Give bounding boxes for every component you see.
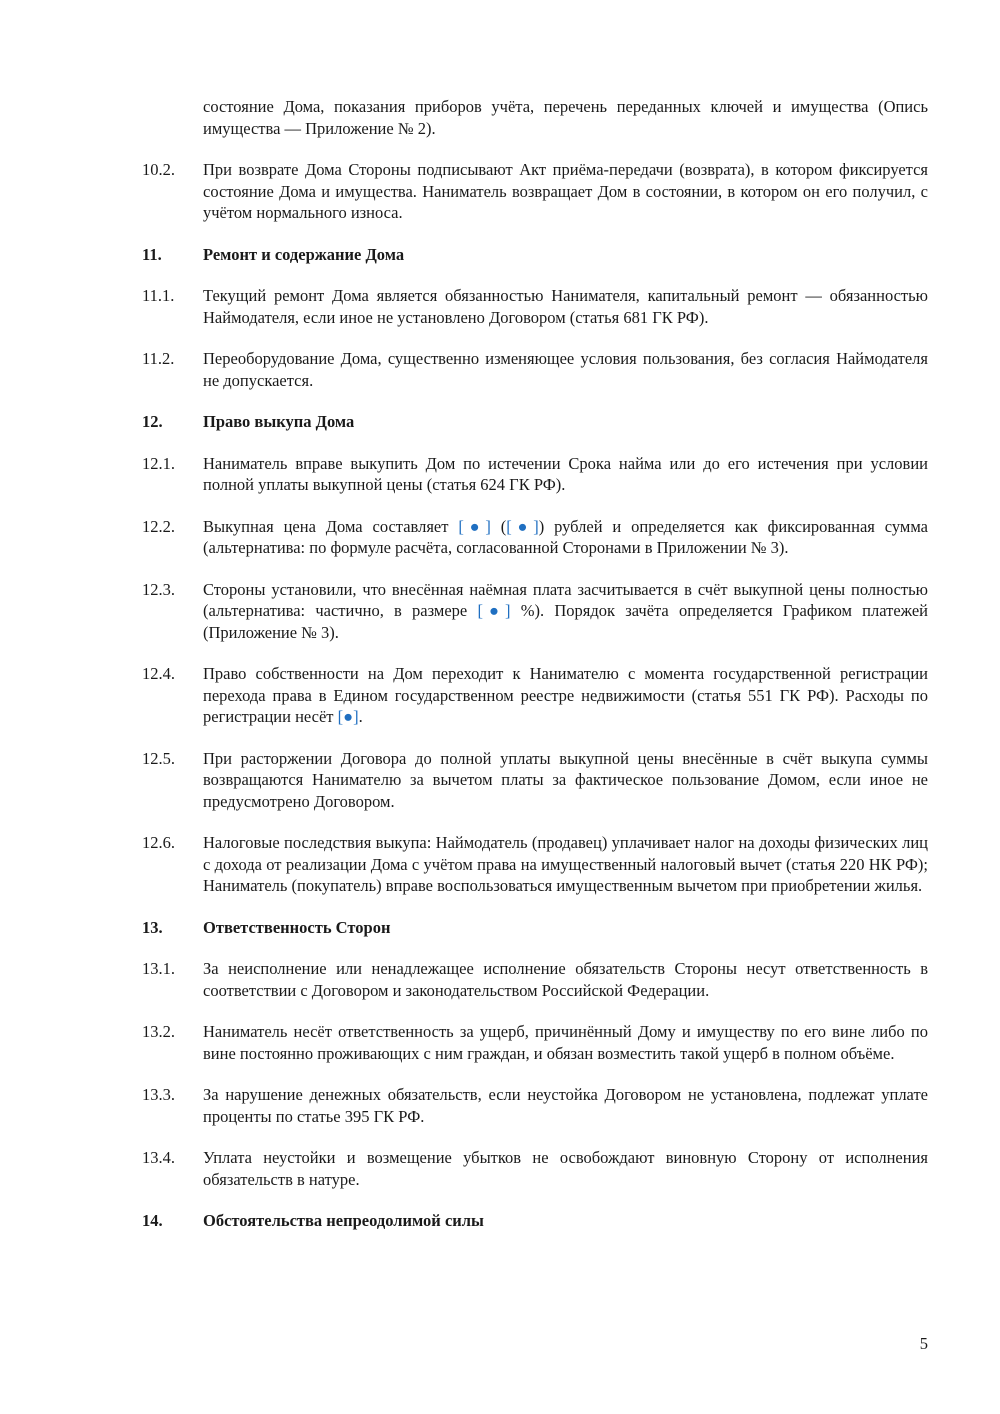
clause-text: При возврате Дома Стороны подписывают Акт приёма-передачи (возврата), в котором фиксируется состояние Дома и имущества. Наниматель возвращает Дом в состоянии, в котором он его получил, с учётом нормального износа. xyxy=(203,160,928,222)
clause-12-3 xyxy=(142,579,928,644)
document-body xyxy=(142,96,928,1252)
clause-text: состояние Дома, показания приборов учёта, перечень переданных ключей и имущества (Опись имущества — Приложение № 2). xyxy=(203,97,928,138)
clause-text-part: ( xyxy=(490,516,507,536)
section-number: 11. xyxy=(142,244,162,264)
clause-text xyxy=(203,663,928,728)
clause-text: За неисполнение или ненадлежащее исполнение обязательств Стороны несут ответственность в соответствии с Договором и законодательством Российской Федерации. xyxy=(203,959,928,1000)
clause-text: Налоговые последствия выкупа: Наймодатель (продавец) уплачивает налог на доходы физических лиц с дохода от реализации Дома с учётом права на имущественный налоговый вычет (статья 220 НК РФ); Наниматель (покупатель) вправе воспользоваться имущественным вычетом при приобретении жилья. xyxy=(203,833,928,895)
clause-number: 12.1. xyxy=(142,453,175,473)
clause-number: 12.2. xyxy=(142,516,175,536)
clause-12-6 xyxy=(142,832,928,897)
placeholder-field[interactable]: [●] xyxy=(337,707,359,726)
clause-10-1-continuation xyxy=(142,96,928,139)
clause-13-1 xyxy=(142,958,928,1001)
clause-number: 12.6. xyxy=(142,833,175,852)
clause-text: При расторжении Договора до полной уплаты выкупной цены внесённые в счёт выкупа суммы возвращаются Нанимателю за вычетом платы за фактическое пользование Домом, если иное не предусмотрено Договором. xyxy=(203,748,928,811)
section-number: 13. xyxy=(142,917,163,937)
clause-number: 11.2. xyxy=(142,349,175,368)
clause-text: За нарушение денежных обязательств, если неустойка Договором не установлена, подлежат уплате проценты по статье 395 ГК РФ. xyxy=(203,1085,928,1126)
clause-text-part: Право собственности на Дом переходит к Нанимателю с момента государственной регистрации перехода права в Едином государственном реестре недвижимости (статья 551 ГК РФ). Расходы по регистрации несёт xyxy=(203,664,928,726)
clause-11-2 xyxy=(142,348,928,391)
section-title: Ответственность Сторон xyxy=(203,917,391,937)
clause-text-part: Стороны установили, что внесённая наёмная плата засчитывается в счёт выкупной цены полностью (альтернатива: частично, в размере xyxy=(203,579,928,620)
clause-number: 12.3. xyxy=(142,579,175,599)
section-title: Ремонт и содержание Дома xyxy=(203,244,405,264)
section-heading-13 xyxy=(142,917,928,939)
clause-12-2 xyxy=(142,516,928,559)
page-number: 5 xyxy=(919,1334,928,1353)
clause-12-5 xyxy=(142,748,928,813)
clause-11-1 xyxy=(142,285,928,328)
section-heading-12 xyxy=(142,411,928,433)
clause-number: 12.5. xyxy=(142,748,175,768)
clause-number-empty xyxy=(142,96,203,139)
clause-12-1 xyxy=(142,453,928,496)
clause-number: 10.2. xyxy=(142,160,175,179)
clause-text: Переоборудование Дома, существенно изменяющее условия пользования, без согласия Наймодателя не допускается. xyxy=(203,349,928,390)
section-title: Право выкупа Дома xyxy=(203,412,355,431)
clause-number: 13.3. xyxy=(142,1085,175,1104)
clause-text: Уплата неустойки и возмещение убытков не освобождают виновную Сторону от исполнения обязательств в натуре. xyxy=(203,1148,928,1189)
clause-13-3 xyxy=(142,1084,928,1127)
placeholder-field[interactable]: [●] xyxy=(506,516,539,536)
clause-number: 13.1. xyxy=(142,959,175,978)
clause-text xyxy=(203,579,928,644)
placeholder-field[interactable]: [●] xyxy=(458,516,491,536)
section-heading-14 xyxy=(142,1210,928,1232)
section-heading-11 xyxy=(142,244,928,266)
clause-13-4 xyxy=(142,1147,928,1190)
clause-text-part: %). Порядок зачёта определяется Графиком платежей (Приложение № 3). xyxy=(203,601,928,642)
clause-number: 11.1. xyxy=(142,286,175,305)
clause-12-4 xyxy=(142,663,928,728)
clause-text: Текущий ремонт Дома является обязанностью Нанимателя, капитальный ремонт — обязанностью Наймодателя, если иное не установлено Договором (статья 681 ГК РФ). xyxy=(203,286,928,327)
clause-text-part: Выкупная цена Дома составляет xyxy=(203,516,459,536)
clause-10-2 xyxy=(142,159,928,224)
clause-text-part: ) рублей и определяется как фиксированная сумма (альтернатива: по формуле расчёта, согласованной Сторонами в Приложении № 3). xyxy=(203,516,928,557)
clause-number: 13.2. xyxy=(142,1022,175,1041)
clause-text-part: . xyxy=(358,707,363,726)
section-number: 14. xyxy=(142,1211,163,1230)
section-title: Обстоятельства непреодолимой силы xyxy=(203,1211,484,1230)
section-number: 12. xyxy=(142,412,163,431)
clause-text xyxy=(203,516,928,559)
clause-text: Наниматель несёт ответственность за ущерб, причинённый Дому и имуществу по его вине либо по вине постоянно проживающих с ним граждан, и обязан возместить такой ущерб в полном объёме. xyxy=(203,1022,928,1063)
clause-13-2 xyxy=(142,1021,928,1064)
placeholder-field[interactable]: [●] xyxy=(477,601,511,620)
clause-text: Наниматель вправе выкупить Дом по истечении Срока найма или до его истечения при условии полной уплаты выкупной цены (статья 624 ГК РФ). xyxy=(203,453,928,494)
clause-number: 12.4. xyxy=(142,664,175,683)
clause-number: 13.4. xyxy=(142,1148,175,1167)
